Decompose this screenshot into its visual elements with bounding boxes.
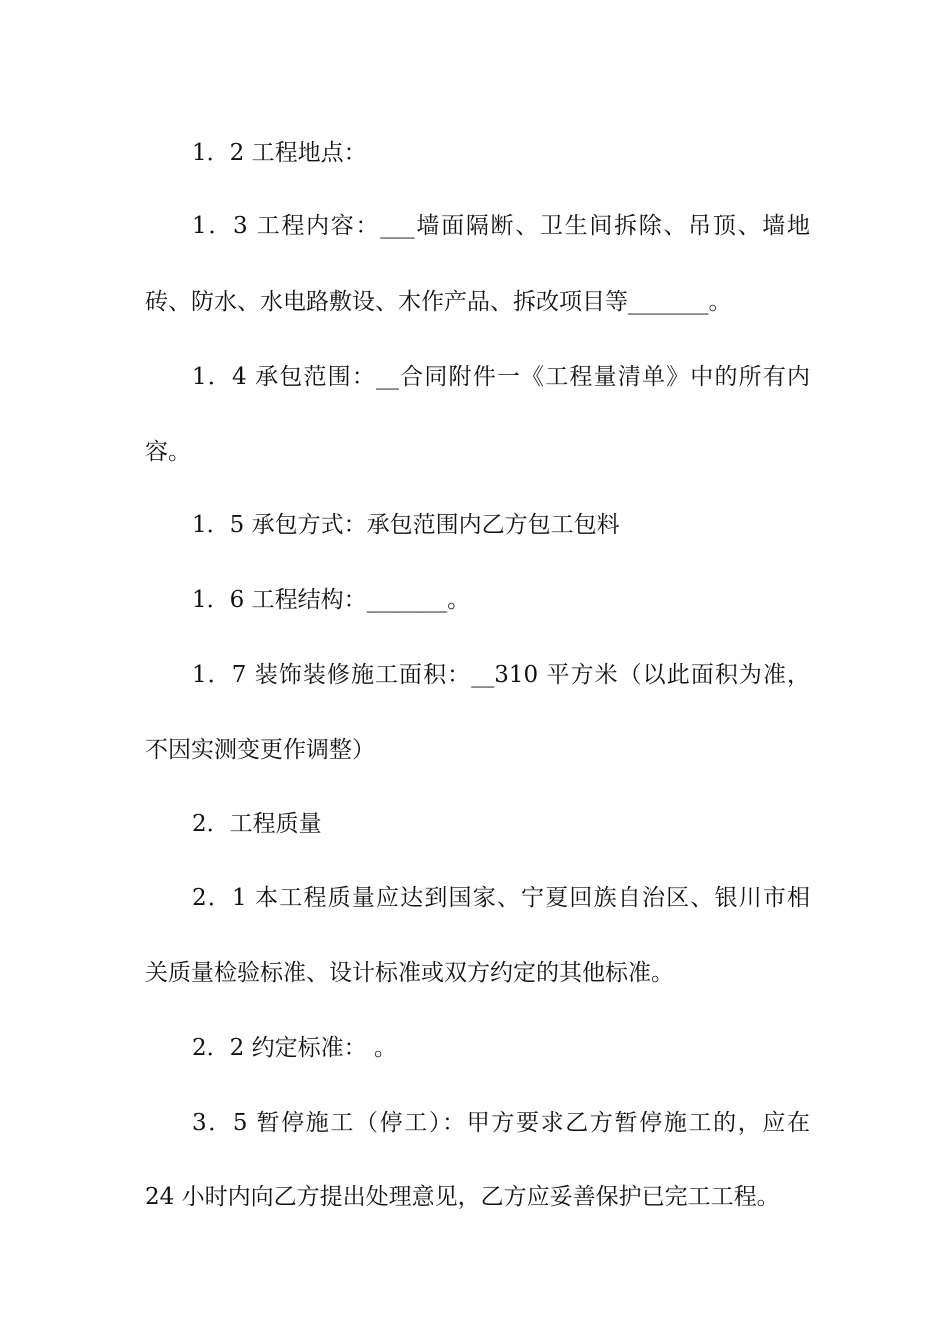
- clause-1-3-project-content: 1．3 工程内容：___墙面隔断、卫生间拆除、吊顶、墙地: [192, 213, 810, 239]
- clause-1-7-construction-area: 1．7 装饰装修施工面积：__310 平方米（以此面积为准，: [192, 662, 810, 688]
- clause-2-2-agreed-standard: 2．2 约定标准： 。: [192, 1035, 397, 1061]
- section-2-project-quality-heading: 2．工程质量: [192, 811, 322, 837]
- clause-3-5-suspension-of-work: 3．5 暂停施工（停工）：甲方要求乙方暂停施工的，应在: [192, 1110, 810, 1136]
- clause-1-4-contract-scope: 1．4 承包范围：__合同附件一《工程量清单》中的所有内: [192, 364, 810, 390]
- clause-3-5-continued: 24 小时内向乙方提出处理意见，乙方应妥善保护已完工工程。: [145, 1184, 780, 1210]
- clause-2-1-continued: 关质量检验标准、设计标准或双方约定的其他标准。: [145, 960, 674, 986]
- clause-1-5-contract-method: 1．5 承包方式：承包范围内乙方包工包料: [192, 512, 620, 538]
- clause-1-2-project-location: 1．2 工程地点：: [192, 140, 367, 166]
- clause-1-3-continued: 砖、防水、水电路敷设、木作产品、拆改项目等_______。: [145, 289, 732, 315]
- clause-1-7-continued: 不因实测变更作调整）: [145, 737, 375, 763]
- clause-1-4-continued: 容。: [145, 439, 191, 465]
- clause-2-1-quality-standard: 2．1 本工程质量应达到国家、宁夏回族自治区、银川市相: [192, 885, 810, 911]
- clause-1-6-project-structure: 1．6 工程结构：_______。: [192, 587, 471, 613]
